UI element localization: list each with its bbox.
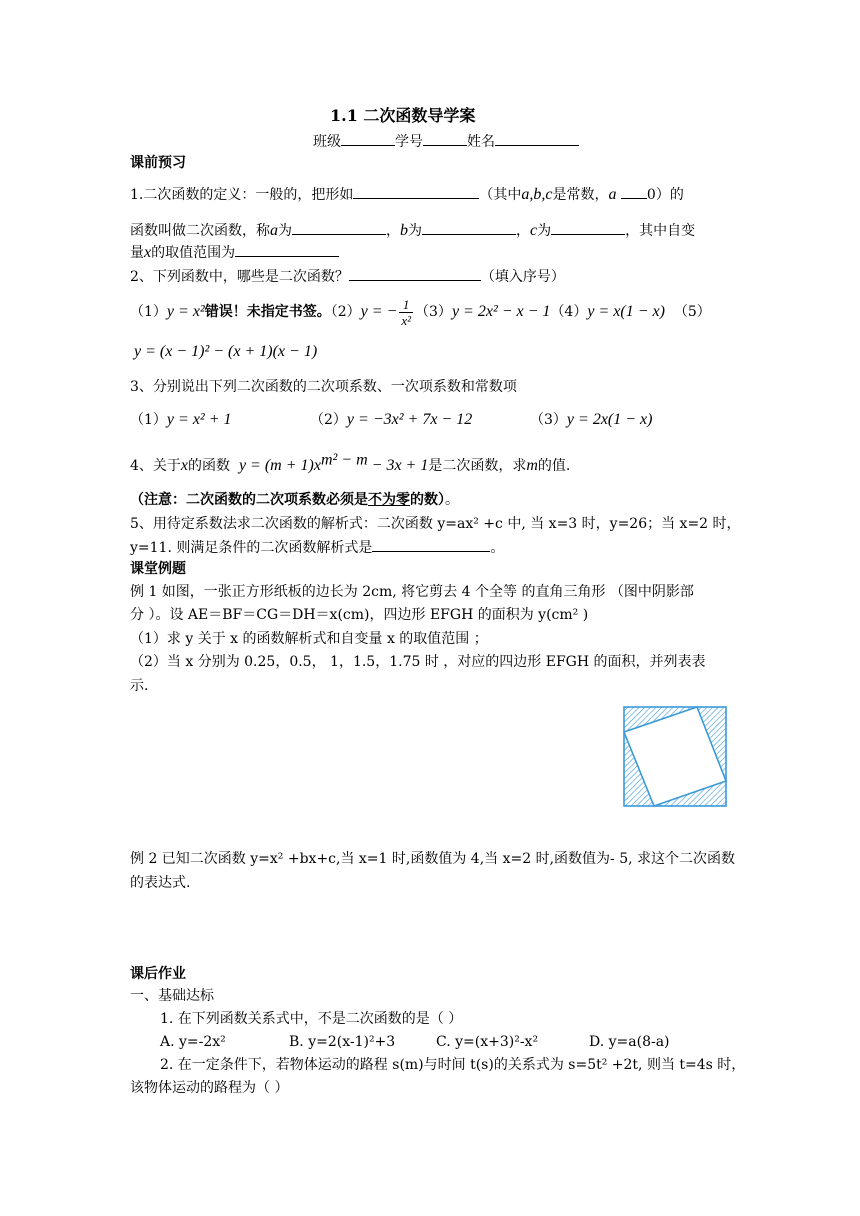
- ex2-line2: 的表达式.: [130, 875, 191, 891]
- q3-option3-math: y = 2x(1 − x): [566, 411, 653, 428]
- q2-text: （填入序号）: [480, 269, 565, 285]
- q1-a-role-blank[interactable]: [292, 220, 386, 235]
- q5-text: 。: [490, 540, 505, 556]
- q2-option5-math: y = (x − 1)² − (x + 1)(x − 1): [134, 343, 318, 360]
- class-blank[interactable]: [341, 131, 395, 146]
- q3-option1: [130, 410, 232, 430]
- section-preview: 课前预习: [130, 155, 186, 171]
- q1-text: 1.二次函数的定义：一般的，把形如: [130, 187, 354, 203]
- square-figure: [623, 706, 727, 807]
- student-info-line: [313, 131, 579, 152]
- q4-text: 是二次函数，求: [428, 458, 527, 474]
- ex2-line1: 例 2 已知二次函数 y=x² +bx+c,当 x=1 时,函数值为 4,当 x=2 时,函数值为- 5, 求这个二次函数: [130, 851, 736, 867]
- q1-math: b: [400, 222, 408, 239]
- q1-a-blank[interactable]: [621, 184, 647, 199]
- q4-math: − 3x + 1: [367, 457, 429, 474]
- q3-option1-label: （1）: [130, 412, 167, 428]
- q2-option3-math: y = 2x² − x − 1: [451, 303, 551, 320]
- q1-form-blank[interactable]: [353, 184, 479, 199]
- q2-option2-label: （2）: [330, 304, 361, 320]
- q1-math: a,b,c: [521, 186, 553, 203]
- q4-math: x: [180, 457, 189, 474]
- q1-text: ，: [386, 223, 400, 239]
- note-line: [130, 490, 459, 510]
- q4-math: y = (m + 1)x: [238, 457, 321, 474]
- id-blank[interactable]: [423, 131, 467, 146]
- q2-option3-label: （3）: [415, 304, 452, 320]
- q1-math: x: [144, 244, 152, 261]
- q4-text: 4、关于: [130, 458, 181, 474]
- q1-text: ，: [516, 223, 530, 239]
- note-text: 的数）: [410, 492, 445, 508]
- q1-text: 函数叫做二次函数，称: [130, 223, 270, 239]
- bookmark-error-text: 错误！未指定书签。: [204, 304, 331, 320]
- q1-domain-blank[interactable]: [235, 242, 339, 257]
- q1-math: c: [530, 222, 538, 239]
- q1-b-role-blank[interactable]: [422, 220, 516, 235]
- q3-option1-math: y = x² + 1: [166, 411, 232, 428]
- q1-text: 0）的: [646, 187, 684, 203]
- q2-option2-fraction: [399, 297, 413, 328]
- q2-option1-math: y = x²: [166, 303, 205, 320]
- hw-q1-option-a: A. y=-2x²: [160, 1034, 226, 1050]
- q5-text: y=11. 则满足条件的二次函数解析式是: [130, 540, 373, 556]
- q1-text: 为: [537, 223, 552, 239]
- fraction-numerator: 1: [399, 297, 413, 313]
- q3-option3: [530, 410, 652, 430]
- q2-option4-label: （4）: [550, 304, 588, 320]
- q1-text: 是常数，: [552, 187, 609, 203]
- q4-exponent: m² − m: [320, 451, 368, 469]
- q1-text: 为: [278, 223, 292, 239]
- q1-text: （其中: [479, 187, 522, 203]
- q5-line2: [130, 537, 504, 558]
- q4-text: 的值.: [537, 458, 571, 474]
- fraction-denominator: x²: [401, 312, 412, 328]
- ex1-line1: 例 1 如图，一张正方形纸板的边长为 2cm, 将它剪去 4 个全等 的直角三角形 （图中阴影部: [130, 584, 694, 600]
- q1-text: 为: [408, 223, 422, 239]
- class-label: 班级: [313, 134, 341, 150]
- id-label: 学号: [395, 134, 423, 150]
- q2-answer-blank[interactable]: [349, 266, 481, 281]
- q1-text: 的取值范围为: [151, 245, 236, 261]
- q4-line: [130, 451, 571, 476]
- q3-option3-label: （3）: [530, 412, 567, 428]
- q3-text: 3、分别说出下列二次函数的二次项系数、一次项系数和常数项: [130, 379, 517, 395]
- q2-option5-label: （5）: [673, 304, 711, 320]
- q3-option2: [310, 410, 472, 430]
- name-blank[interactable]: [495, 131, 579, 146]
- hw-q1-text: 1. 在下列函数关系式中，不是二次函数的是（ ）: [160, 1011, 463, 1027]
- q1-line1: [130, 184, 684, 205]
- q1-line2: [130, 220, 695, 241]
- q2-option4-math: y = x(1 − x): [587, 303, 665, 320]
- hw-q1-option-c: C. y=(x+3)²-x²: [436, 1034, 539, 1050]
- q1-math: a: [608, 186, 617, 203]
- ex1-line2: 分 ）。设 AE＝BF＝CG＝DH＝x(cm)，四边形 EFGH 的面积为 y(cm² ): [130, 607, 589, 623]
- q4-text: 的函数: [188, 458, 231, 474]
- q1-text: 量: [130, 245, 144, 261]
- q3-option2-math: y = −3x² + 7x − 12: [346, 411, 473, 428]
- q3-option2-label: （2）: [310, 412, 347, 428]
- q2-line1: [130, 266, 565, 287]
- ex1-line5: 示.: [130, 678, 149, 694]
- q2-options-row: [130, 291, 711, 333]
- q4-math: m: [526, 457, 538, 474]
- ex1-line4: （2）当 x 分别为 0.25，0.5， 1，1.5，1.75 时 ，对应的四边形 EFGH 的面积，并列表表: [130, 654, 706, 670]
- q2-option2-math: y = −: [360, 303, 398, 320]
- ex1-line3: （1）求 y 关于 x 的函数解析式和自变量 x 的取值范围 ；: [130, 631, 488, 647]
- q2-text: 2、下列函数中，哪些是二次函数？: [130, 269, 349, 285]
- q1-text: ，其中自变: [625, 223, 696, 239]
- q1-math: a: [270, 222, 278, 239]
- page-title: 1.1 二次函数导学案: [330, 106, 476, 125]
- hw-q2-line2: 该物体运动的路程为（ ）: [130, 1080, 289, 1096]
- note-text: （注意：二次函数的二次项系数必须是: [130, 492, 368, 508]
- note-underlined-text: 不为零: [368, 492, 410, 508]
- hw-q1-option-b: B. y=2(x-1)²+3: [289, 1034, 396, 1050]
- q5-line1: 5、用待定系数法求二次函数的解析式：二次函数 y=ax² +c 中, 当 x=3 时，y=26；当 x=2 时，: [130, 516, 741, 532]
- hw-q2-line1: 2. 在一定条件下，若物体运动的路程 s(m)与时间 t(s)的关系式为 s=5t² +2t, 则当 t=4s 时，: [160, 1057, 746, 1073]
- q1-c-role-blank[interactable]: [551, 220, 625, 235]
- hw-q1-option-d: D. y=a(8-a): [589, 1034, 670, 1050]
- note-text: 。: [445, 492, 459, 508]
- q2-option1-label: （1）: [130, 304, 167, 320]
- name-label: 姓名: [467, 134, 495, 150]
- hw-part1-heading: 一、基础达标: [130, 988, 214, 1004]
- q5-answer-blank[interactable]: [372, 537, 490, 552]
- section-homework: 课后作业: [130, 966, 186, 982]
- q1-line3: [130, 242, 339, 263]
- section-examples: 课堂例题: [130, 561, 186, 577]
